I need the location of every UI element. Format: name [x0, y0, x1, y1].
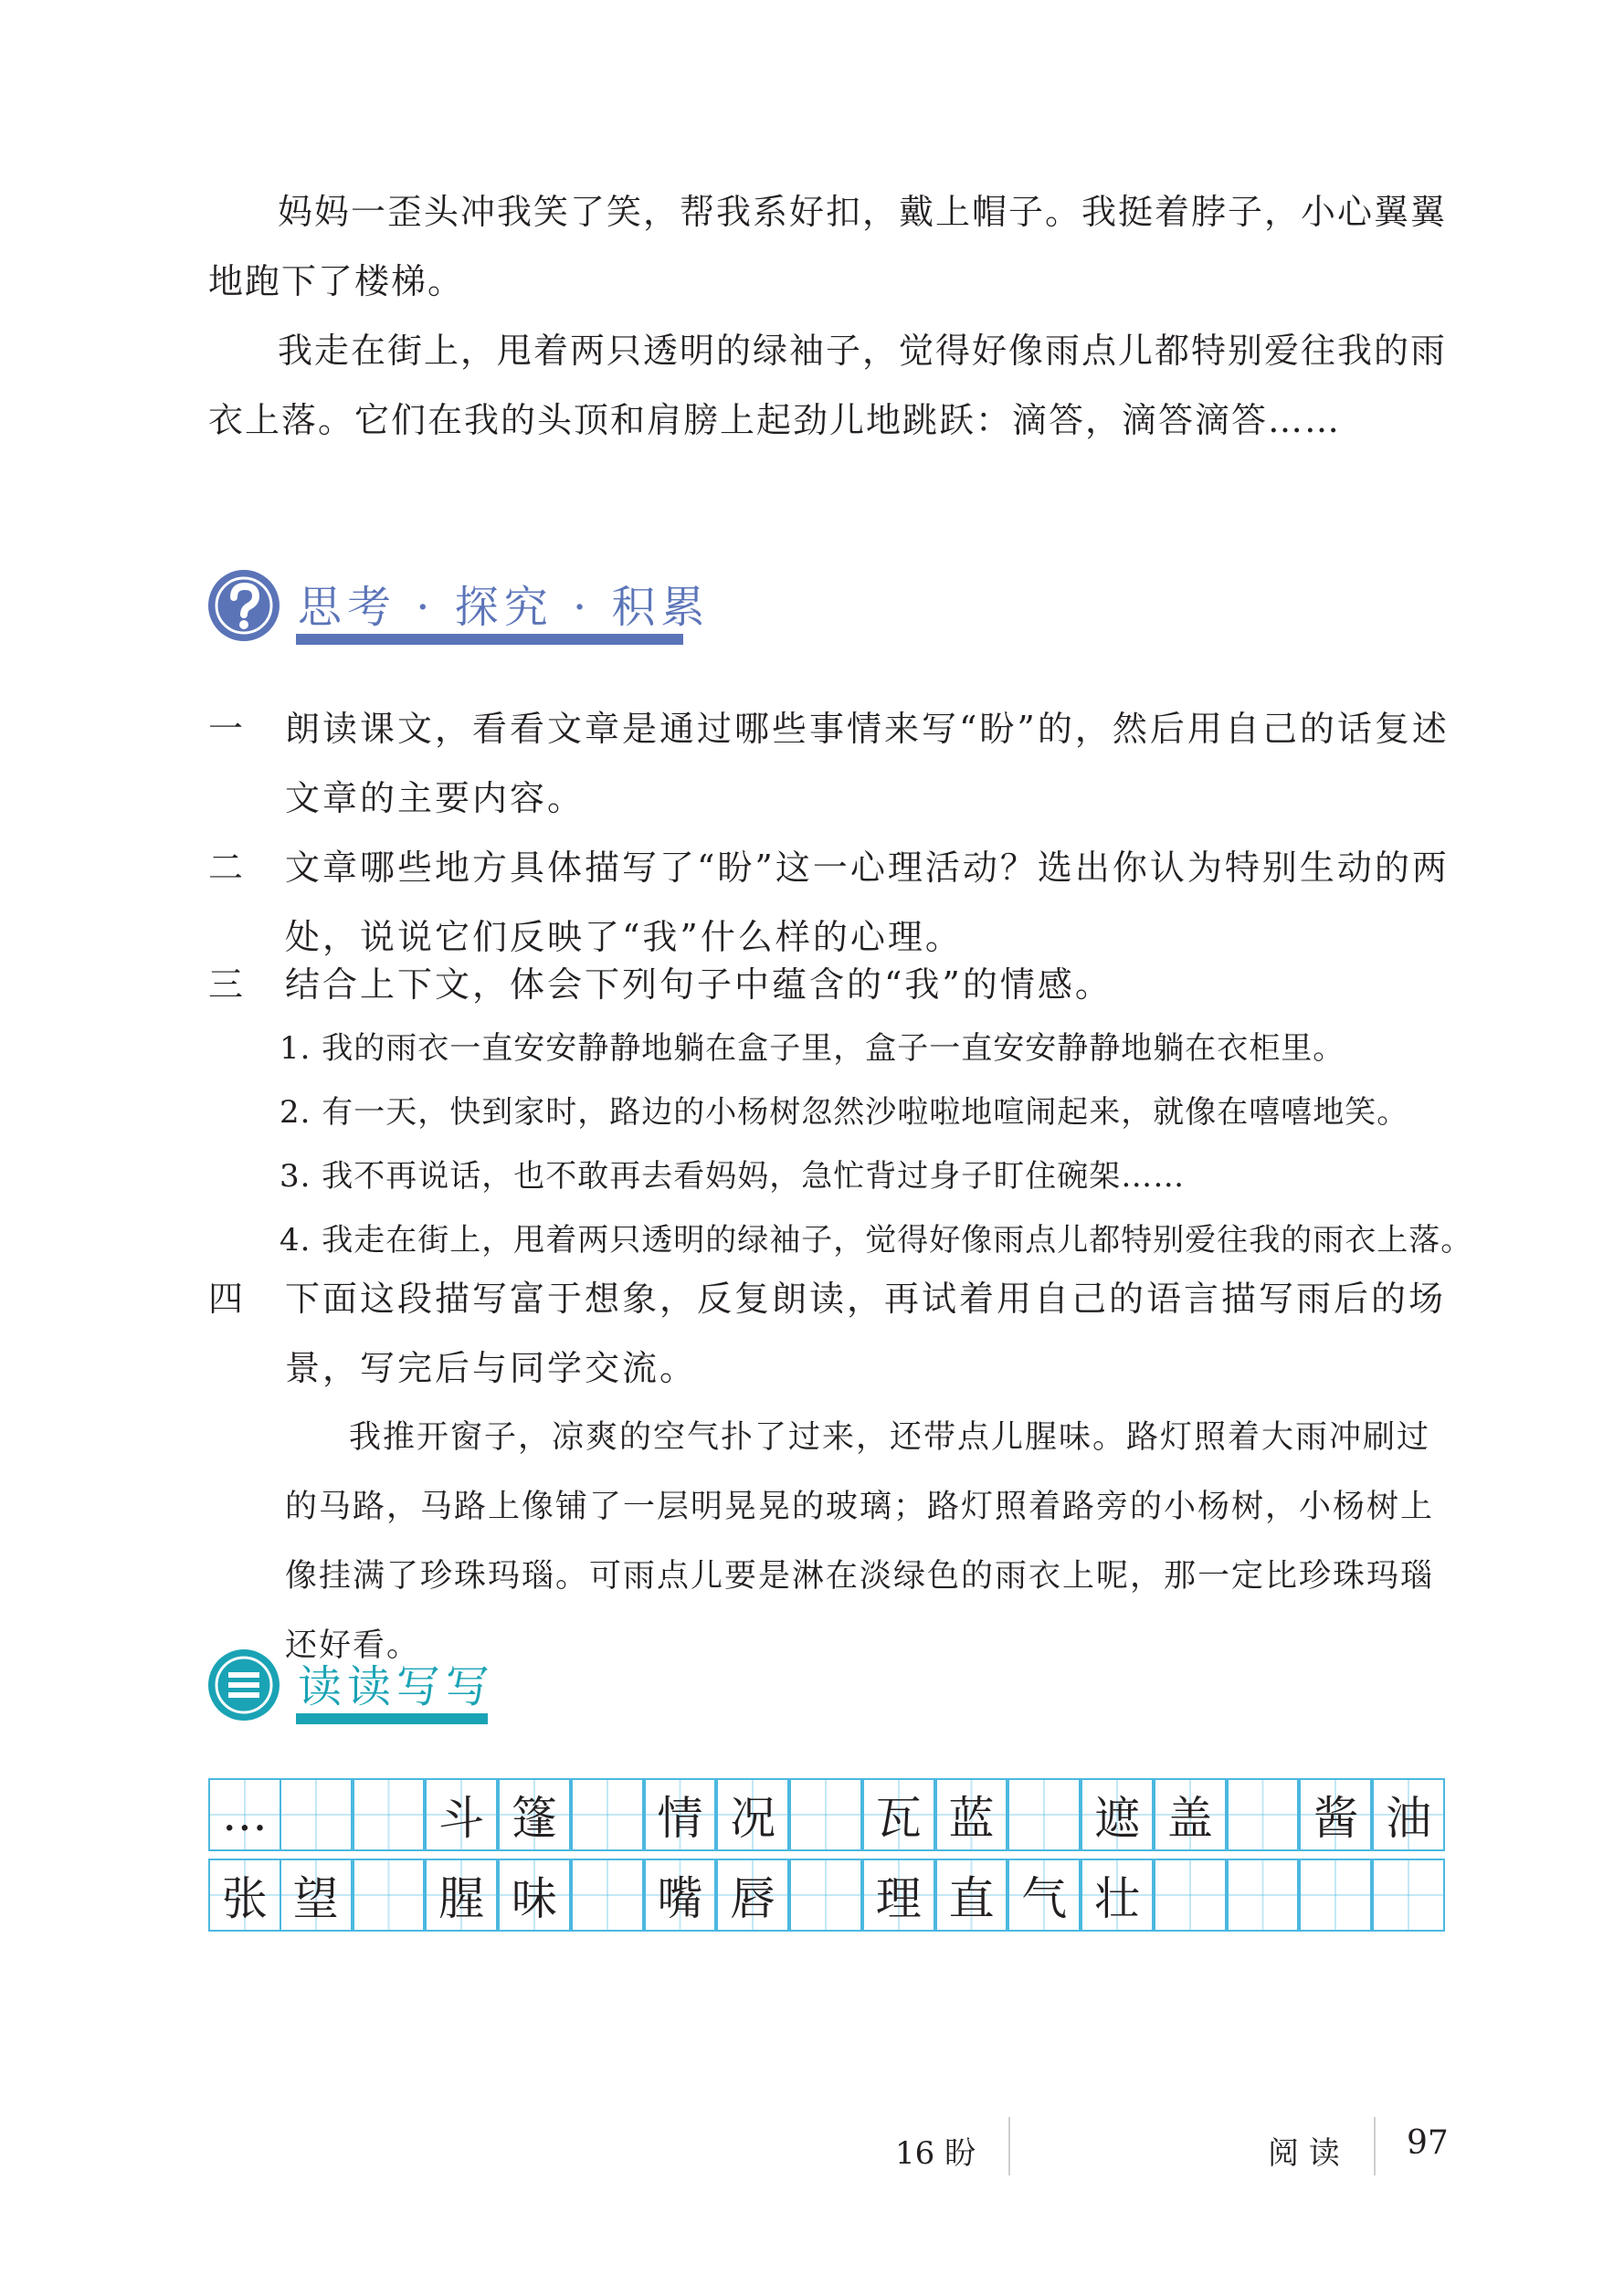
grid-cell: 油	[1372, 1778, 1445, 1851]
question-number: 四	[208, 1279, 244, 1319]
grid-cell: 情	[644, 1778, 717, 1851]
footer-section: 阅 读	[1268, 2135, 1340, 2172]
grid-cell	[1227, 1859, 1300, 1932]
grid-cell	[1372, 1859, 1445, 1932]
grid-cell: 瓦	[862, 1778, 935, 1851]
grid-cell: 盖	[1154, 1778, 1227, 1851]
list-lines-icon	[208, 1649, 280, 1721]
heading-underline	[296, 1713, 488, 1724]
story-paragraph-2: 我走在街上，甩着两只透明的绿袖子，觉得好像雨点儿都特别爱往我的雨衣上落。它们在我的头顶和肩膀上起劲儿地跳跃：滴答，滴答滴答……	[208, 331, 1448, 440]
grid-cell	[353, 1859, 426, 1932]
grid-cell: 唇	[716, 1859, 789, 1932]
grid-cell: 味	[498, 1859, 571, 1932]
page-number: 97	[1407, 2124, 1449, 2162]
word-writing-grid	[208, 1778, 1447, 1932]
question-number: 三	[208, 964, 244, 1005]
question-4	[208, 1264, 1460, 1403]
grid-cell: 理	[862, 1859, 935, 1932]
footer-divider	[1008, 2117, 1010, 2175]
grid-cell: 气	[1007, 1859, 1081, 1932]
grid-cell	[1007, 1778, 1081, 1851]
grid-cell: 壮	[1081, 1859, 1154, 1932]
question-text: 下面这段描写富于想象，反复朗读，再试着用自己的语言描写雨后的场景，写完后与同学交流。	[285, 1279, 1447, 1388]
footer-lesson: 16 盼	[895, 2135, 976, 2172]
sentence-2: 2. 有一天，快到家时，路边的小杨树忽然沙啦啦地喧闹起来，就像在嘻嘻地笑。	[280, 1094, 1409, 1131]
question-text: 朗读课文，看看文章是通过哪些事情来写“盼”的，然后用自己的话复述文章的主要内容。	[285, 709, 1450, 818]
question-1	[208, 694, 1460, 833]
grid-cell: 遮	[1081, 1778, 1154, 1851]
question-text: 结合上下文，体会下列句子中蕴含的“我”的情感。	[285, 964, 1113, 1005]
section-heading-read-write	[208, 1649, 592, 1732]
grid-cell	[571, 1859, 644, 1932]
footer-divider	[1374, 2117, 1376, 2175]
grid-cell: 嘴	[644, 1859, 717, 1932]
question-number: 一	[208, 709, 244, 749]
story-paragraph-1: 妈妈一歪头冲我笑了笑，帮我系好扣，戴上帽子。我挺着脖子，小心翼翼地跑下了楼梯。	[208, 192, 1448, 301]
grid-cell: 直	[935, 1859, 1008, 1932]
question-mark-icon	[208, 570, 280, 641]
grid-cell	[1154, 1859, 1227, 1932]
grid-cell: 况	[716, 1778, 789, 1851]
grid-cell: 篷	[498, 1778, 571, 1851]
example-passage: 我推开窗子，凉爽的空气扑了过来，还带点儿腥味。路灯照着大雨冲刷过的马路，马路上像铺了一层明晃晃的玻璃；路灯照着路旁的小杨树，小杨树上像挂满了珍珠玛瑙。可雨点儿要是淋在淡绿色的雨衣上呢，那一定比珍珠玛瑙还好看。	[285, 1419, 1435, 1664]
grid-cell: 张	[208, 1859, 281, 1932]
grid-cell: 望	[280, 1859, 353, 1932]
grid-cell	[1227, 1778, 1300, 1851]
grid-cell: 酱	[1299, 1778, 1372, 1851]
grid-cell	[1299, 1859, 1372, 1932]
question-number: 二	[208, 848, 244, 888]
heading-underline	[296, 634, 683, 645]
section-title-read-write: 读读写写	[298, 1661, 496, 1712]
grid-cell: 腥	[425, 1859, 498, 1932]
grid-cell	[789, 1778, 862, 1851]
sentence-1: 1. 我的雨衣一直安安静静地躺在盒子里，盒子一直安安静静地躺在衣柜里。	[280, 1030, 1345, 1067]
grid-cell	[571, 1778, 644, 1851]
sentence-4: 4. 我走在街上，甩着两只透明的绿袖子，觉得好像雨点儿都特别爱往我的雨衣上落。	[280, 1222, 1473, 1259]
grid-cell: 斗	[425, 1778, 498, 1851]
question-text: 文章哪些地方具体描写了“盼”这一心理活动？选出你认为特别生动的两处，说说它们反映了“我”什么样的心理。	[285, 848, 1450, 957]
question-3	[208, 950, 1460, 1019]
grid-cell	[280, 1778, 353, 1851]
grid-cell	[353, 1778, 426, 1851]
sentence-3: 3. 我不再说话，也不敢再去看妈妈，急忙背过身子盯住碗架……	[280, 1158, 1186, 1195]
grid-cell: …	[208, 1778, 281, 1851]
section-heading-think	[208, 570, 711, 652]
grid-cell	[789, 1859, 862, 1932]
section-title-think: 思考 · 探究 · 积累	[298, 582, 711, 633]
grid-cell: 蓝	[935, 1778, 1008, 1851]
